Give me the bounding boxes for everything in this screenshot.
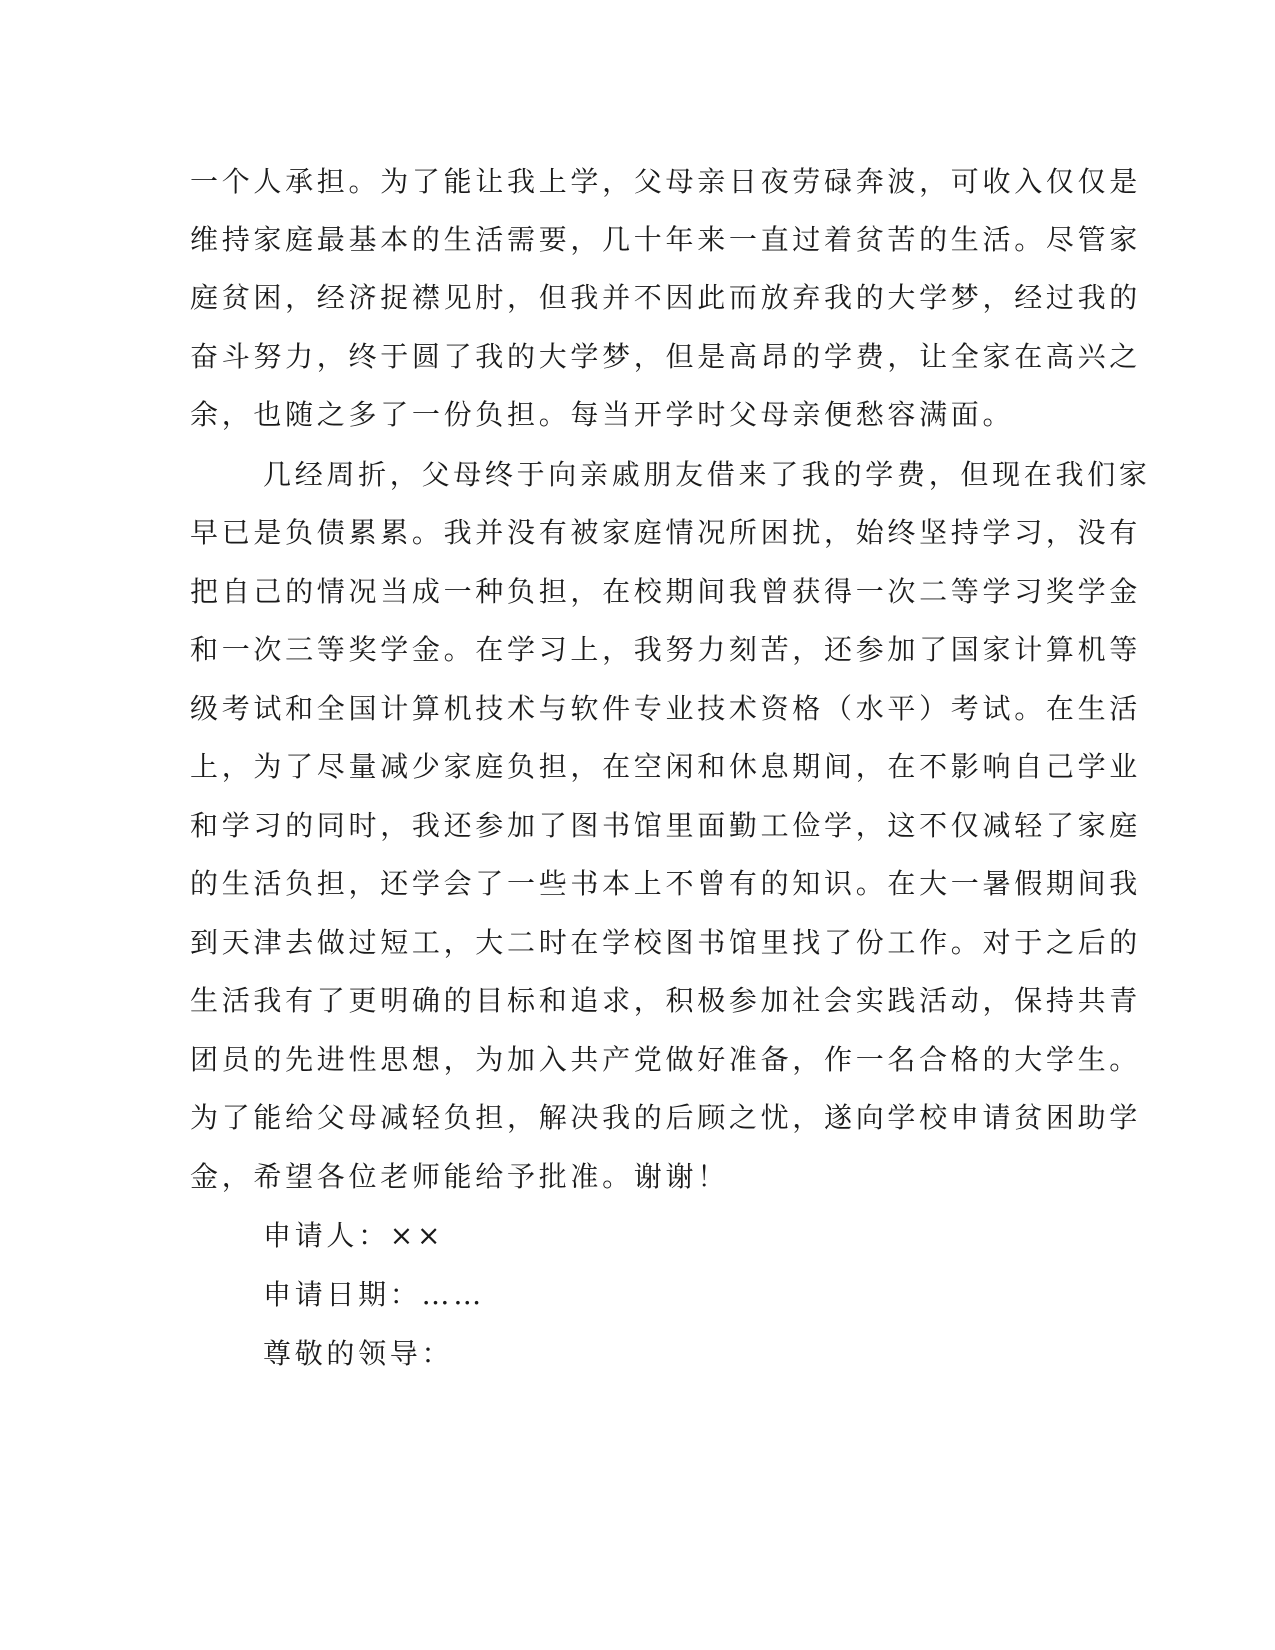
paragraph-line: 余，也随之多了一份负担。每当开学时父母亲便愁容满面。 <box>190 398 1015 431</box>
paragraph-line: 把自己的情况当成一种负担，在校期间我曾获得一次二等学习奖学金 <box>190 575 1142 608</box>
paragraph-line: 为了能给父母减轻负担，解决我的后顾之忧，遂向学校申请贫困助学 <box>190 1101 1142 1134</box>
paragraph-line: 到天津去做过短工，大二时在学校图书馆里找了份工作。对于之后的 <box>190 926 1142 959</box>
paragraph-line: 上，为了尽量减少家庭负担，在空闲和休息期间，在不影响自己学业 <box>190 750 1142 783</box>
paragraph-line: 的生活负担，还学会了一些书本上不曾有的知识。在大一暑假期间我 <box>190 867 1142 900</box>
paragraph-line: 奋斗努力，终于圆了我的大学梦，但是高昂的学费，让全家在高兴之 <box>190 340 1142 373</box>
paragraph-line: 级考试和全国计算机技术与软件专业技术资格（水平）考试。在生活 <box>190 692 1142 725</box>
applicant-signature: 申请人：×× <box>263 1219 445 1252</box>
paragraph-line: 早已是负债累累。我并没有被家庭情况所困扰，始终坚持学习，没有 <box>190 516 1142 549</box>
paragraph-line: 和一次三等奖学金。在学习上，我努力刻苦，还参加了国家计算机等 <box>190 633 1142 666</box>
paragraph-line: 金，希望各位老师能给予批准。谢谢！ <box>190 1160 729 1193</box>
paragraph-line: 维持家庭最基本的生活需要，几十年来一直过着贫苦的生活。尽管家 <box>190 223 1142 256</box>
paragraph-line: 一个人承担。为了能让我上学，父母亲日夜劳碌奔波，可收入仅仅是 <box>190 165 1142 198</box>
paragraph-line: 生活我有了更明确的目标和追求，积极参加社会实践活动，保持共青 <box>190 984 1142 1017</box>
paragraph-line: 庭贫困，经济捉襟见肘，但我并不因此而放弃我的大学梦，经过我的 <box>190 281 1142 314</box>
paragraph-line: 几经周折，父母终于向亲戚朋友借来了我的学费，但现在我们家 <box>263 458 1151 491</box>
paragraph-line: 团员的先进性思想，为加入共产党做好准备，作一名合格的大学生。 <box>190 1043 1142 1076</box>
application-date: 申请日期：…… <box>263 1278 485 1311</box>
paragraph-line: 和学习的同时，我还参加了图书馆里面勤工俭学，这不仅减轻了家庭 <box>190 809 1142 842</box>
salutation: 尊敬的领导： <box>263 1337 454 1370</box>
